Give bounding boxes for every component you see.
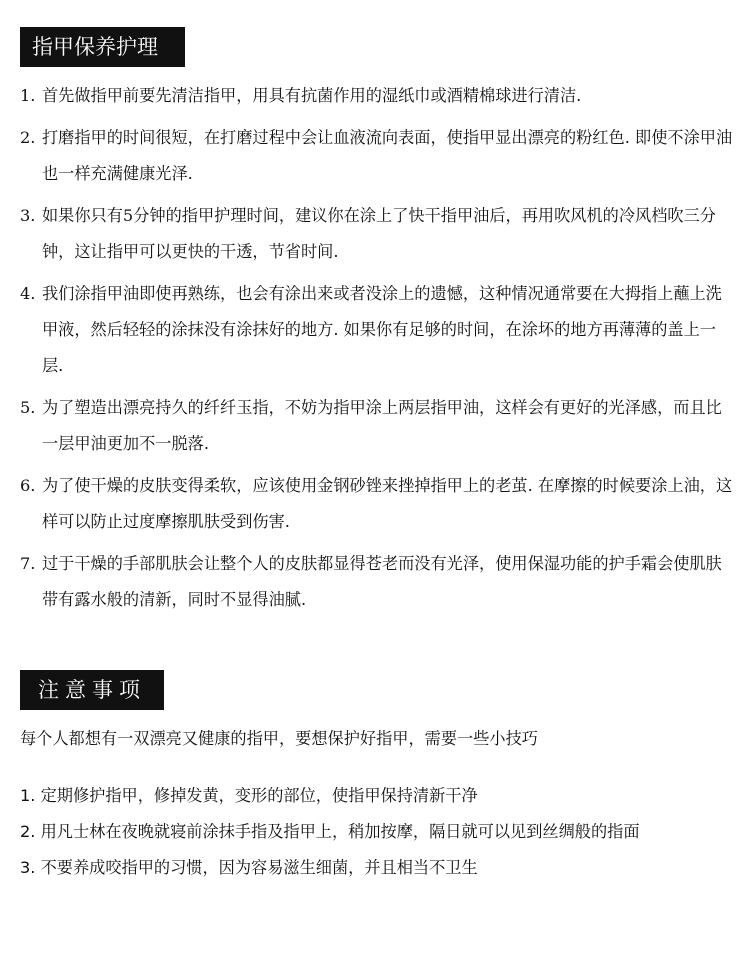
- precaution-item: 2. 用凡士林在夜晚就寝前涂抹手指及指甲上，稍加按摩，隔日就可以见到丝绸般的指面: [20, 822, 640, 841]
- tip-item: [20, 468, 735, 540]
- tip-text: 我们涂指甲油即使再熟练，也会有涂出来或者没涂上的遗憾，这种情况通常要在大拇指上蘸上洗甲液，然后轻轻的涂抹没有涂抹好的地方. 如果你有足够的时间，在涂坏的地方再薄薄的盖上一层.: [42, 284, 722, 375]
- tip-text: 为了塑造出漂亮持久的纤纤玉指，不妨为指甲涂上两层指甲油，这样会有更好的光泽感，而且比一层甲油更加不一脱落.: [42, 398, 722, 453]
- nail-care-tips-list: [20, 78, 735, 624]
- precautions-list: [20, 778, 735, 886]
- tip-item: [20, 198, 735, 270]
- tip-item: [20, 120, 735, 192]
- precaution-item: 1. 定期修护指甲，修掉发黄，变形的部位，使指甲保持清新干净: [20, 786, 478, 805]
- section-title-nail-care: 指甲保养护理: [20, 27, 185, 67]
- tip-number: 3.: [20, 206, 36, 225]
- tip-number: 6.: [20, 476, 36, 495]
- tip-text: 为了使干燥的皮肤变得柔软，应该使用金钢砂锉来挫掉指甲上的老茧. 在摩擦的时候要涂上油，这样可以防止过度摩擦肌肤受到伤害.: [42, 476, 733, 531]
- tip-item: [20, 390, 735, 462]
- tip-item: [20, 546, 735, 618]
- tip-item: [20, 276, 735, 384]
- tip-text: 打磨指甲的时间很短，在打磨过程中会让血液流向表面，使指甲显出漂亮的粉红色. 即使不涂甲油也一样充满健康光泽.: [42, 128, 733, 183]
- tip-number: 7.: [20, 554, 36, 573]
- tip-number: 2.: [20, 128, 36, 147]
- precautions-intro: 每个人都想有一双漂亮又健康的指甲，要想保护好指甲，需要一些小技巧: [20, 729, 538, 748]
- tip-text: 如果你只有5分钟的指甲护理时间，建议你在涂上了快干指甲油后，再用吹风机的冷风档吹三分钟，这让指甲可以更快的干透，节省时间.: [42, 206, 716, 261]
- section-title-precautions: 注意事项: [20, 670, 164, 710]
- precaution-item: 3. 不要养成咬指甲的习惯，因为容易滋生细菌，并且相当不卫生: [20, 858, 478, 877]
- tip-number: 1.: [20, 86, 36, 105]
- tip-number: 5.: [20, 398, 36, 417]
- tip-number: 4.: [20, 284, 36, 303]
- tip-text: 首先做指甲前要先清洁指甲，用具有抗菌作用的湿纸巾或酒精棉球进行清洁.: [42, 86, 582, 105]
- tip-text: 过于干燥的手部肌肤会让整个人的皮肤都显得苍老而没有光泽，使用保湿功能的护手霜会使肌肤带有露水般的清新，同时不显得油腻.: [42, 554, 722, 609]
- tip-item: [20, 78, 735, 114]
